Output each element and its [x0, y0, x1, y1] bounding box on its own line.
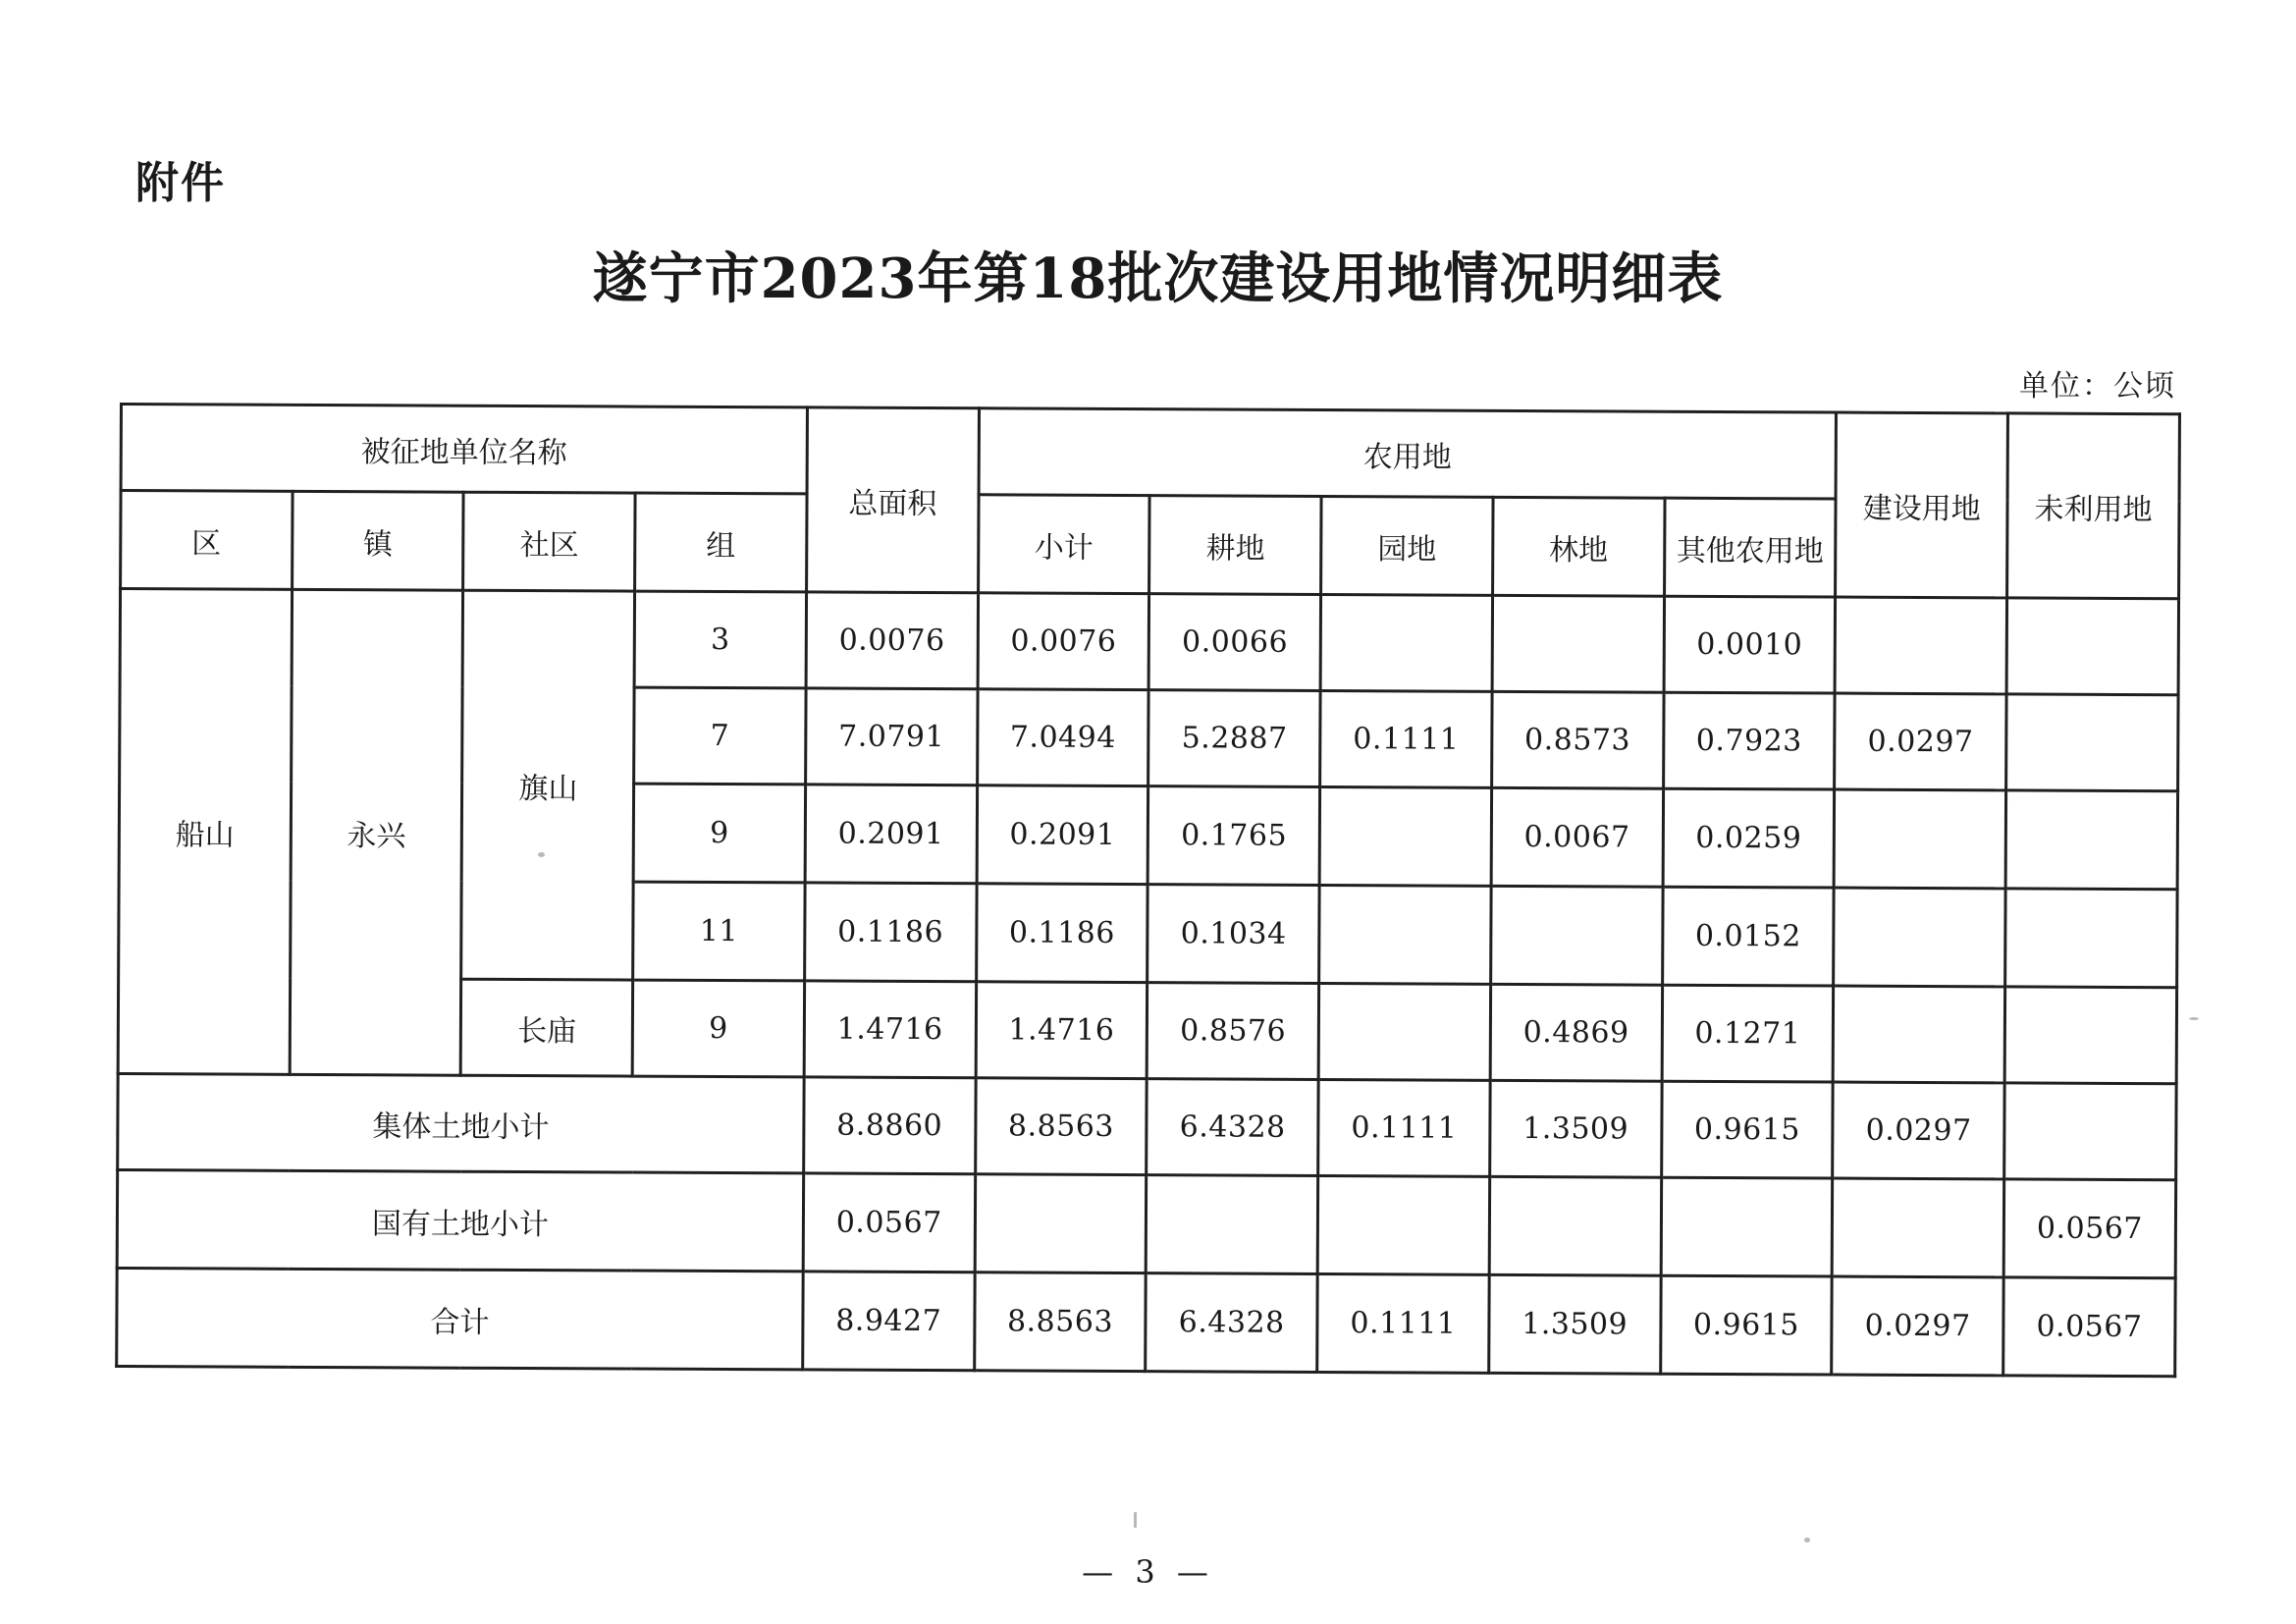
land-use-detail-table: [115, 403, 2181, 1378]
garden-cell: [1318, 983, 1490, 1080]
summary-label: 集体土地小计: [118, 1073, 804, 1172]
unused-cell: 0.0567: [2003, 1277, 2175, 1377]
total-cell: 8.9427: [803, 1272, 975, 1371]
garden-cell: [1319, 885, 1491, 984]
cultivated-cell: 0.1034: [1148, 885, 1319, 984]
other-agri-cell: 0.1271: [1662, 985, 1834, 1082]
forest-cell: [1489, 1176, 1661, 1275]
scan-speck: [1134, 1512, 1137, 1528]
garden-cell: 0.1111: [1320, 690, 1492, 787]
header-forest: 林地: [1492, 497, 1664, 596]
construction-cell: 0.0297: [1832, 1276, 2003, 1376]
cultivated-cell: [1147, 1175, 1318, 1274]
forest-cell: 1.3509: [1489, 1274, 1661, 1374]
construction-cell: 0.0297: [1833, 1082, 2004, 1179]
town-cell: 永兴: [290, 589, 463, 1075]
group-cell: 11: [633, 882, 805, 981]
total-cell: 7.0791: [806, 688, 978, 785]
cultivated-cell: 6.4328: [1146, 1273, 1317, 1373]
document-title: 遂宁市2023年第18批次建设用地情况明细表: [592, 246, 1724, 311]
forest-cell: 0.8573: [1491, 691, 1663, 788]
header-district: 区: [121, 491, 293, 590]
header-total-area: 总面积: [807, 407, 980, 593]
unused-cell: [2005, 790, 2177, 890]
summary-label: 合计: [117, 1268, 803, 1369]
header-agricultural: 农用地: [979, 408, 1837, 499]
garden-cell: [1320, 594, 1492, 691]
subtotal-cell: 8.8563: [975, 1078, 1147, 1175]
total-cell: 0.2091: [805, 785, 977, 884]
subtotal-cell: 0.2091: [977, 785, 1148, 885]
header-row-1: [121, 405, 2179, 501]
construction-cell: [1835, 597, 2006, 694]
cultivated-cell: 0.0066: [1148, 594, 1320, 691]
unused-cell: [2004, 1083, 2176, 1180]
construction-cell: [1834, 986, 2005, 1083]
construction-cell: 0.0297: [1835, 693, 2006, 790]
cultivated-cell: 6.4328: [1147, 1079, 1318, 1176]
subtotal-cell: 7.0494: [977, 689, 1148, 786]
table-row: [120, 589, 2178, 695]
subtotal-cell: 1.4716: [976, 982, 1148, 1079]
other-agri-cell: 0.0010: [1664, 596, 1836, 693]
district-cell: 船山: [118, 589, 292, 1075]
subtotal-cell: 8.8563: [974, 1272, 1146, 1372]
forest-cell: 0.4869: [1490, 984, 1662, 1081]
unused-cell: [2004, 987, 2176, 1084]
scan-speck: [538, 852, 545, 857]
header-construction: 建设用地: [1836, 412, 2008, 598]
other-agri-cell: 0.9615: [1661, 1081, 1833, 1178]
header-town: 镇: [292, 491, 463, 590]
other-agri-cell: 0.9615: [1660, 1275, 1832, 1375]
subtotal-cell: 0.0076: [978, 593, 1149, 690]
cultivated-cell: 0.8576: [1148, 983, 1319, 1080]
unit-label: 单位：公顷: [2019, 369, 2176, 404]
forest-cell: 1.3509: [1490, 1080, 1662, 1177]
group-cell: 9: [632, 980, 804, 1077]
forest-cell: 0.0067: [1491, 787, 1663, 887]
other-agri-cell: 0.0152: [1662, 887, 1834, 986]
total-cell: 8.8860: [804, 1077, 976, 1174]
other-agri-cell: 0.0259: [1663, 788, 1835, 888]
summary-row-collective: [118, 1073, 2176, 1179]
group-cell: 7: [634, 687, 806, 785]
page-number: — 3 —: [1082, 1553, 1214, 1591]
other-agri-cell: 0.7923: [1663, 692, 1835, 789]
garden-cell: [1317, 1175, 1489, 1274]
header-group: 组: [635, 493, 807, 592]
unused-cell: [2005, 889, 2177, 988]
community-cell: 旗山: [461, 590, 635, 980]
scan-speck: [1804, 1538, 1810, 1543]
header-cultivated: 耕地: [1149, 496, 1321, 595]
unused-cell: [2006, 694, 2178, 791]
subtotal-cell: [975, 1174, 1147, 1273]
group-cell: 3: [634, 591, 806, 688]
cultivated-cell: 5.2887: [1148, 690, 1320, 787]
garden-cell: 0.1111: [1318, 1079, 1490, 1176]
construction-cell: [1833, 1178, 2004, 1277]
header-other-agri: 其他农用地: [1664, 498, 1836, 597]
unused-cell: 0.0567: [2003, 1179, 2175, 1278]
construction-cell: [1834, 888, 2005, 987]
header-subtotal: 小计: [978, 495, 1149, 594]
header-unit-name: 被征地单位名称: [121, 405, 807, 494]
scan-speck: [2189, 1017, 2199, 1020]
garden-cell: 0.1111: [1317, 1273, 1489, 1373]
header-unused: 未利用地: [2007, 413, 2180, 599]
forest-cell: [1492, 595, 1664, 692]
subtotal-cell: 0.1186: [976, 884, 1148, 983]
summary-row-total: [117, 1268, 2175, 1376]
total-cell: 0.0076: [806, 592, 978, 689]
unused-cell: [2006, 598, 2178, 695]
total-cell: 0.0567: [803, 1173, 975, 1272]
other-agri-cell: [1661, 1177, 1833, 1276]
construction-cell: [1834, 789, 2005, 889]
header-community: 社区: [463, 492, 635, 591]
community-cell: 长庙: [461, 979, 633, 1076]
summary-label: 国有土地小计: [117, 1169, 803, 1271]
garden-cell: [1319, 786, 1491, 886]
total-cell: 0.1186: [805, 883, 977, 982]
header-garden: 园地: [1321, 496, 1493, 595]
attachment-label: 附件: [135, 158, 226, 208]
summary-row-state: [117, 1169, 2175, 1277]
forest-cell: [1490, 886, 1662, 985]
group-cell: 9: [633, 784, 805, 883]
total-cell: 1.4716: [804, 981, 976, 1078]
cultivated-cell: 0.1765: [1148, 786, 1320, 886]
